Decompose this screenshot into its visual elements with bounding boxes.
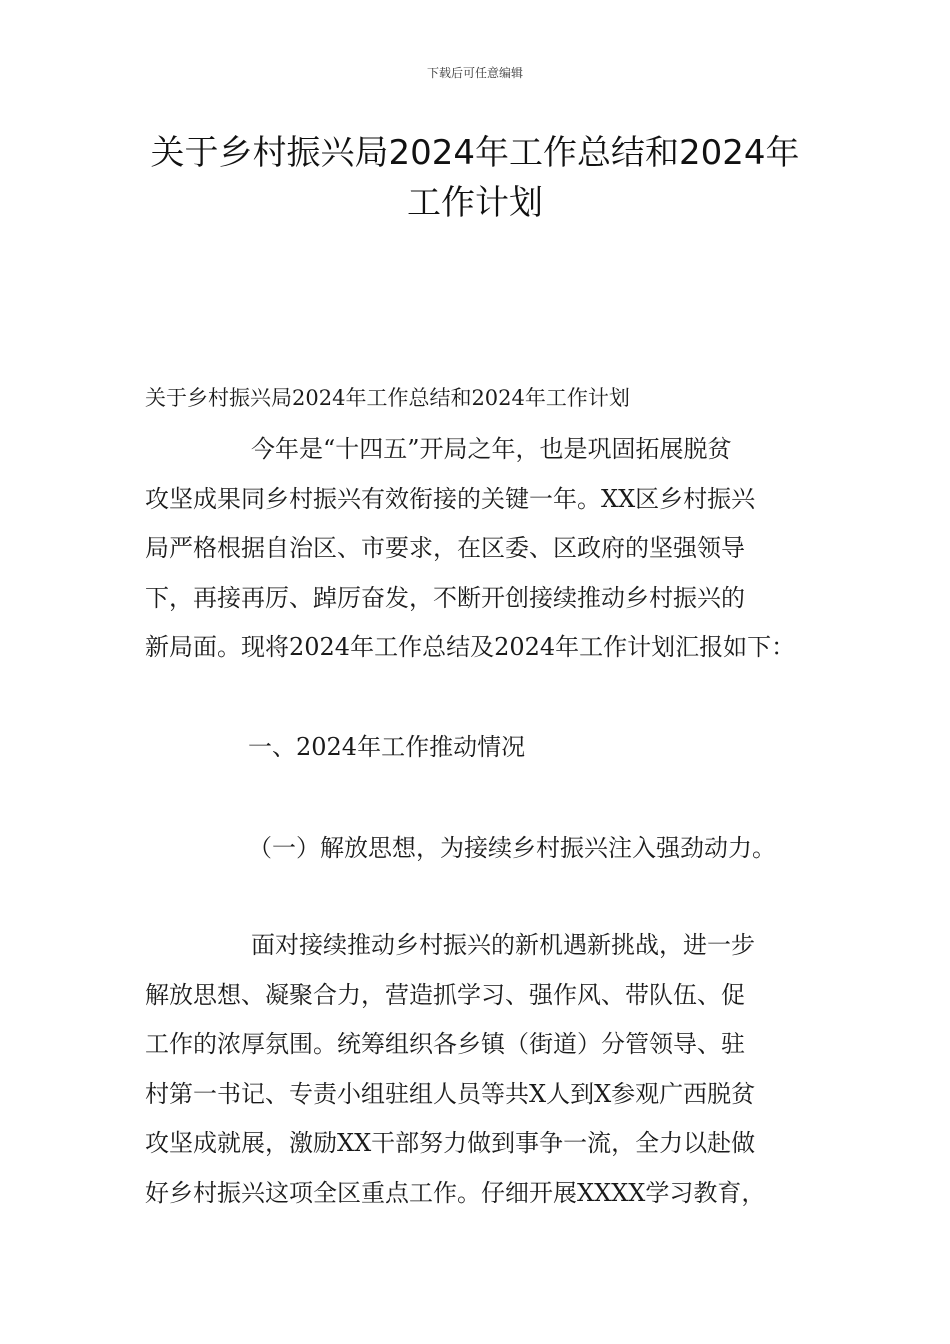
paragraph-line: 好乡村振兴这项全区重点工作。仔细开展XXXX学习教育， — [145, 1178, 766, 1207]
subsection-heading: （一）解放思想，为接续乡村振兴注入强劲动力。 — [248, 834, 776, 862]
title-line: 工作计划 — [407, 183, 543, 223]
header-note: 下载后可任意编辑 — [426, 66, 523, 80]
paragraph-line: 今年是“十四五”开局之年，也是巩固拓展脱贫 — [251, 435, 732, 463]
paragraph-line: 面对接续推动乡村振兴的新机遇新挑战，进一步 — [251, 931, 755, 959]
paragraph-line: 下，再接再厉、踔厉奋发，不断开创接续推动乡村振兴的 — [145, 583, 745, 612]
paragraph-line: 攻坚成果同乡村振兴有效衔接的关键一年。XX区乡村振兴 — [145, 484, 756, 513]
document-title — [120, 128, 830, 228]
paragraph-line: 村第一书记、专责小组驻组人员等共X人到X参观广西脱贫 — [145, 1079, 756, 1108]
title-line: 关于乡村振兴局2024年工作总结和2024年 — [150, 133, 800, 173]
intro-paragraph — [145, 425, 810, 673]
paragraph-line: 新局面。现将2024年工作总结及2024年工作计划汇报如下： — [145, 633, 796, 662]
section-heading: 一、2024年工作推动情况 — [248, 733, 526, 761]
document-subtitle: 关于乡村振兴局2024年工作总结和2024年工作计划 — [145, 386, 630, 410]
body-paragraph — [145, 921, 810, 1219]
paragraph-line: 攻坚成就展，激励XX干部努力做到事争一流，全力以赴做 — [145, 1129, 756, 1158]
paragraph-line: 局严格根据自治区、市要求，在区委、区政府的坚强领导 — [145, 534, 745, 563]
paragraph-line: 工作的浓厚氛围。统筹组织各乡镇（街道）分管领导、驻 — [145, 1030, 745, 1059]
paragraph-line: 解放思想、凝聚合力，营造抓学习、强作风、带队伍、促 — [145, 980, 745, 1009]
